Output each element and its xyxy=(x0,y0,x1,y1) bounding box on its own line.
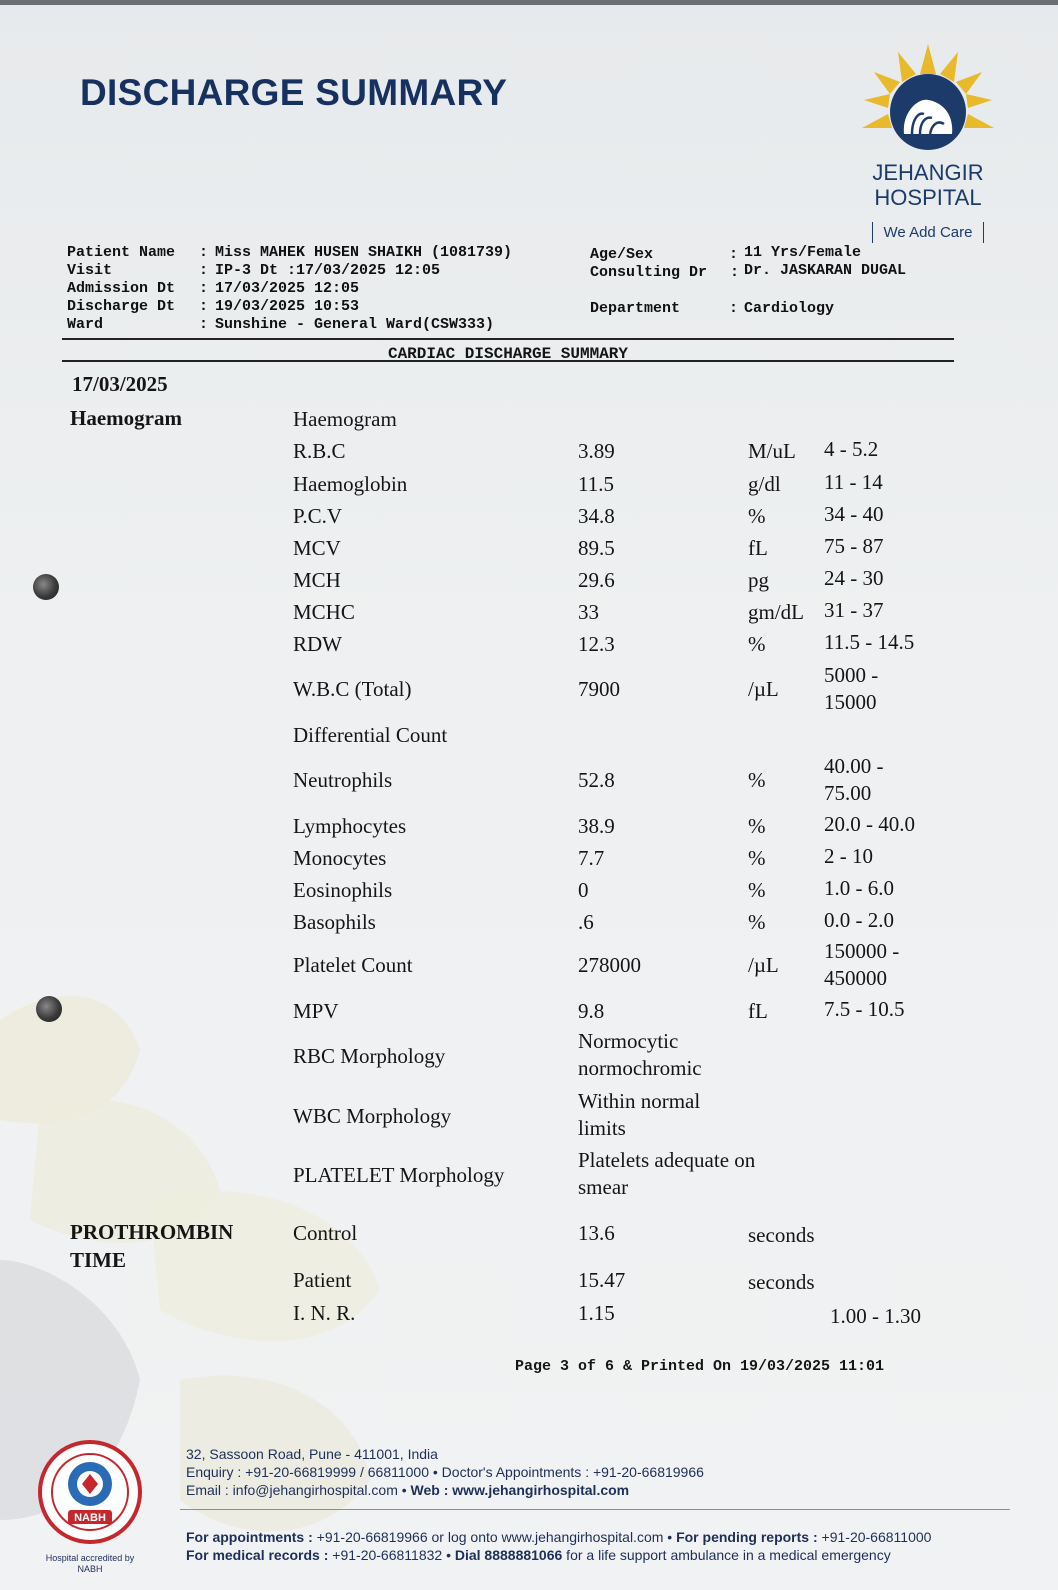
hospital-name-line1: JEHANGIR xyxy=(872,160,984,185)
nabh-seal-icon xyxy=(38,1440,142,1544)
nabh-caption: Hospital accredited by NABH xyxy=(45,1553,135,1574)
test-value: .6 xyxy=(578,910,594,934)
test-unit: gm/dL xyxy=(748,600,804,624)
punch-hole xyxy=(33,574,59,600)
ward-value: Sunshine - General Ward(CSW333) xyxy=(215,316,495,333)
test-value: 15.47 xyxy=(578,1268,626,1292)
test-unit: /µL xyxy=(748,953,779,977)
test-range: 1.00 - 1.30 xyxy=(830,1304,921,1328)
test-range: 11.5 - 14.5 xyxy=(824,630,915,654)
test-unit: M/uL xyxy=(748,439,796,463)
patient-label-column xyxy=(67,244,175,334)
divider-top xyxy=(62,338,954,340)
section-title: CARDIAC DISCHARGE SUMMARY xyxy=(387,345,629,363)
hospital-tagline: We Add Care xyxy=(872,222,984,243)
footer-divider xyxy=(180,1509,1010,1510)
age-sex-value: 11 Yrs/Female xyxy=(744,244,862,261)
label-consulting: Consulting Dr xyxy=(590,264,708,281)
web-link[interactable]: Web : www.jehangirhospital.com xyxy=(410,1482,630,1498)
admission-date-value: 17/03/2025 12:05 xyxy=(215,280,360,297)
test-range: 31 - 37 xyxy=(824,598,884,622)
haemogram-subheader: Haemogram xyxy=(293,407,397,431)
test-range: 34 - 40 xyxy=(824,502,884,526)
test-range: 1.0 - 6.0 xyxy=(824,876,894,900)
test-name: Platelet Count xyxy=(293,953,413,977)
test-name: RDW xyxy=(293,632,342,656)
test-name: Patient xyxy=(293,1268,352,1292)
test-unit: g/dl xyxy=(748,472,781,496)
test-value: 1.15 xyxy=(578,1301,615,1325)
discharge-date-value: 19/03/2025 10:53 xyxy=(215,298,360,315)
test-value: 0 xyxy=(578,878,589,902)
label-visit: Visit xyxy=(67,262,113,279)
report-date: 17/03/2025 xyxy=(72,372,168,396)
visit-value: IP-3 Dt :17/03/2025 12:05 xyxy=(215,262,441,279)
group-label-haemogram: Haemogram xyxy=(70,406,182,430)
group-label-prothrombin: PROTHROMBIN TIME xyxy=(70,1220,234,1272)
test-value: 11.5 xyxy=(578,472,614,496)
page-number-footer: Page 3 of 6 & Printed On 19/03/2025 11:01 xyxy=(515,1358,885,1375)
test-range: 7.5 - 10.5 xyxy=(824,997,905,1021)
appointments-line: For appointments : +91-20-66819966 or log onto www.jehangirhospital.com • For pending reports : +91-20-66811000 xyxy=(186,1529,932,1545)
patient-colon-column: : : : : : xyxy=(199,244,209,333)
test-name: RBC Morphology xyxy=(293,1044,446,1068)
test-name: W.B.C (Total) xyxy=(293,677,412,701)
test-range: 11 - 14 xyxy=(824,470,883,494)
hospital-enquiry: Enquiry : +91-20-66819999 / 66811000 • Doctor's Appointments : +91-20-66819966 xyxy=(186,1464,704,1480)
test-unit: % xyxy=(748,504,766,528)
test-name: Differential Count xyxy=(293,723,448,747)
test-unit: /µL xyxy=(748,677,779,701)
test-range: 24 - 30 xyxy=(824,566,884,590)
test-unit: seconds xyxy=(748,1270,815,1294)
test-range: 20.0 - 40.0 xyxy=(824,812,915,836)
test-value: 12.3 xyxy=(578,632,615,656)
test-name: Control xyxy=(293,1221,358,1245)
test-unit: seconds xyxy=(748,1223,815,1247)
test-value: 7900 xyxy=(578,677,620,701)
patient-value-column xyxy=(215,244,512,334)
test-name: Haemoglobin xyxy=(293,472,408,496)
top-edge xyxy=(0,0,1058,5)
test-value: 29.6 xyxy=(578,568,615,592)
patient-name-value: Miss MAHEK HUSEN SHAIKH (1081739) xyxy=(215,244,513,261)
test-value: Normocytic normochromic xyxy=(578,1029,702,1080)
test-value: 278000 xyxy=(578,953,641,977)
test-value: 3.89 xyxy=(578,439,615,463)
hospital-name-line2: HOSPITAL xyxy=(874,185,982,210)
test-unit: fL xyxy=(748,536,768,560)
test-value: 9.8 xyxy=(578,999,605,1023)
test-unit: pg xyxy=(748,568,769,592)
label-patient-name: Patient Name xyxy=(67,244,176,261)
test-value: Platelets adequate on smear xyxy=(578,1148,756,1199)
test-range: 4 - 5.2 xyxy=(824,437,879,461)
test-value: 13.6 xyxy=(578,1221,615,1245)
label-ward: Ward xyxy=(67,316,104,333)
test-unit: % xyxy=(748,878,766,902)
test-name: MCV xyxy=(293,536,341,560)
test-range: 0.0 - 2.0 xyxy=(824,908,894,932)
test-value: 34.8 xyxy=(578,504,615,528)
test-range: 5000 - 15000 xyxy=(824,663,879,714)
label-age-sex: Age/Sex xyxy=(590,246,654,263)
test-name: Basophils xyxy=(293,910,376,934)
test-value: Within normal limits xyxy=(578,1089,701,1140)
test-name: Eosinophils xyxy=(293,878,393,902)
test-name: Lymphocytes xyxy=(293,814,407,838)
email-text: Email : info@jehangirhospital.com • xyxy=(186,1482,411,1498)
test-value: 89.5 xyxy=(578,536,615,560)
test-name: MCHC xyxy=(293,600,355,624)
punch-hole xyxy=(36,996,62,1022)
divider-bottom xyxy=(62,360,954,362)
test-value: 52.8 xyxy=(578,768,615,792)
hospital-address: 32, Sassoon Road, Pune - 411001, India xyxy=(186,1446,438,1462)
discharge-summary-page: DISCHARGE SUMMARY JEHANGIR HOSPITAL We Add Care Patient Name Visit Admission Dt Discharge Dt Ward : : : : : Miss MAHEK HUSEN SHAIKH (1081739) IP-3 Dt :17/03/2025 12:05 17/03/2025 12:05 19/03/2025 10:53 Sunshine - General Ward(CSW333) Age/Sex Consulting Dr Department : : : 11 Yrs/Female Dr. JASKARAN DUGAL Cardiology CARDIAC DISCHARGE SUMMARY 17/03/2025 Haemogram Haemogram R.B.C 3.89 M/uL 4 - 5.2 Haemoglobin 11.5 g/dl 11 - 14 P.C.V 34.8 % 34 - 40 MCV 89.5 fL 75 - 87 MCH 29.6 pg 24 - 30 MCHC 33 gm/dL 31 - 37 RDW 12.3 % 11.5 - 14.5 W.B.C (Total) 7900 /µL 5000 - 15000 Differential Count Neutrophils 52.8 % 40.00 - 75.00 Lymphocytes 38.9 % 20.0 - 40.0 Monocytes 7.7 % 2 - 10 Eosinophils 0 % 1.0 - 6.0 Basophils .6 % 0.0 - 2.0 Platelet Count 278000 /µL 150000 - 450000 MPV 9.8 fL 7.5 - 10.5 RBC Morphology Normocytic normochromic WBC Morphology Within normal limits PLATELET Morphology Platelets adequate on smear PROTHROMBIN TIME Control 13.6 seconds Patient 15.47 seconds I. N. R. 1.15 1.00 - 1.30 Page 3 of 6 & Printed On 19/03/2025 11:01 32, Sassoon Road, Pune - 411001, India Enquiry : +91-20-66819999 / 66811000 • Doctor's Appointments : +91-20-66819966 Email : info@jehangirhospital.com • Web : www.jehangirhospital.com For appointments : +91-20-66819966 or log onto www.jehangirhospital.com • For pending reports : +91-20-66811000 For medical records : +91-20-66811832 • Dial 8888881066 for a life support ambulance in a medical emergency NABH Hospital accredited by NABH xyxy=(0,0,1058,1590)
hospital-name xyxy=(868,160,988,210)
test-value: 7.7 xyxy=(578,846,605,870)
test-name: WBC Morphology xyxy=(293,1104,452,1128)
test-name: Neutrophils xyxy=(293,768,393,792)
test-unit: % xyxy=(748,910,766,934)
test-name: R.B.C xyxy=(293,439,346,463)
test-value: 33 xyxy=(578,600,599,624)
sunflower-logo-icon xyxy=(858,42,998,162)
test-name: I. N. R. xyxy=(293,1301,356,1325)
test-range: 40.00 - 75.00 xyxy=(824,754,884,805)
test-name: MCH xyxy=(293,568,341,592)
hospital-logo xyxy=(858,42,1008,252)
department-value: Cardiology xyxy=(744,300,835,317)
test-range: 2 - 10 xyxy=(824,844,873,868)
test-name: PLATELET Morphology xyxy=(293,1163,505,1187)
hospital-email-web xyxy=(186,1482,629,1498)
test-unit: % xyxy=(748,632,766,656)
label-admission: Admission Dt xyxy=(67,280,176,297)
test-unit: % xyxy=(748,768,766,792)
test-name: Monocytes xyxy=(293,846,387,870)
test-range: 150000 - 450000 xyxy=(824,939,900,990)
test-name: P.C.V xyxy=(293,504,343,528)
test-value: 38.9 xyxy=(578,814,615,838)
test-range: 75 - 87 xyxy=(824,534,884,558)
label-department: Department xyxy=(590,300,681,317)
records-line: For medical records : +91-20-66811832 • Dial 8888881066 for a life support ambulance in a medical emergency xyxy=(186,1547,891,1563)
document-title: DISCHARGE SUMMARY xyxy=(80,72,508,113)
test-unit: fL xyxy=(748,999,768,1023)
test-unit: % xyxy=(748,814,766,838)
consulting-doctor-value: Dr. JASKARAN DUGAL xyxy=(744,262,907,279)
test-name: MPV xyxy=(293,999,339,1023)
label-discharge: Discharge Dt xyxy=(67,298,176,315)
test-unit: % xyxy=(748,846,766,870)
nabh-badge-text: NABH xyxy=(74,1512,106,1524)
